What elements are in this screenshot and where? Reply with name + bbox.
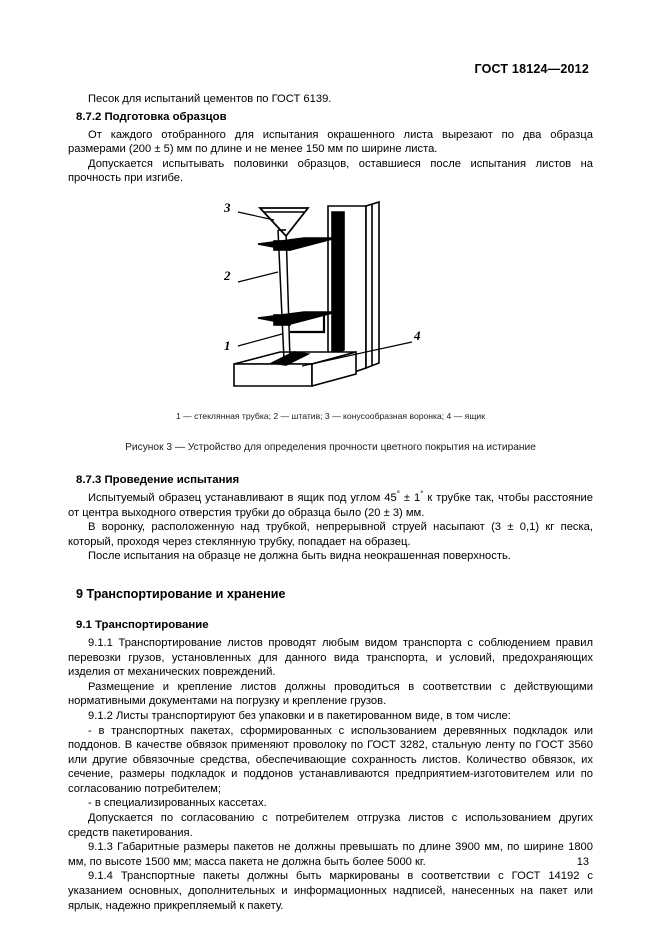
heading-9-1-wrapper (68, 618, 593, 633)
paragraph-8-7-3-1-part1: Испытуемый образец устанавливают в ящик под углом 45 (88, 491, 397, 504)
figure-label-4: 4 (413, 327, 420, 343)
abrasion-test-device-drawing (216, 200, 446, 405)
figure-label-3: 3 (223, 199, 230, 215)
paragraph-8-7-3-2: В воронку, расположенную над трубкой, непрерывной струей насыпают (3 ± 0,1) кг песка, который, проходя через стеклянную трубку, попадает на образец. (68, 521, 593, 548)
paragraph-8-7-3-1-part2: ± 1 (399, 491, 421, 504)
figure-3 (68, 200, 593, 455)
paragraph-8-7-2-1: От каждого отобранного для испытания окрашенного листа вырезают по два образца размерами (200 ± 5) мм по длине и не менее 150 мм по ширине листа. (68, 128, 593, 156)
heading-8-7-2-wrapper (68, 110, 593, 125)
paragraph-8-7-2-2: Допускается испытывать половинки образцов, оставшиеся после испытания листов на прочность при изгибе. (68, 157, 593, 185)
paragraph-9-1-2: 9.1.2 Листы транспортируют без упаковки и в пакетированном виде, в том числе: (88, 709, 511, 722)
heading-8-7-3-wrapper (68, 473, 593, 488)
list-item-specialized-cassettes: - в специализированных кассетах. (88, 797, 267, 810)
paragraph-8-7-3-1-part3: к трубке так, чтобы расстояние от центра выходного отверстия трубки до образца было (20 ± 3) мм. (68, 491, 593, 519)
paragraph-after-bullets: Допускается по согласованию с потребителем отгрузка листов с использованием других средств пакетирования. (68, 812, 593, 839)
heading-section-9: 9 Транспортирование и хранение (76, 586, 286, 601)
list-item-transport-packets: - в транспортных пакетах, сформированных с использованием деревянных подкладок или поддонов. В качестве обвязок применяют проволоку по ГОСТ 3282, стальную ленту по ГОСТ 3560 или другие обвязочные средства, обеспечивающие сохранность листов. Количество обвязок, их сечение, размеры подкладок и поддонов устанавливаются предприятием-изготовителем или по согласованию потребителем; (68, 724, 593, 795)
degree-symbol-45: ° (396, 489, 400, 499)
figure-3-illustration (68, 200, 593, 405)
paragraph-9-1-4: 9.1.4 Транспортные пакеты должны быть маркированы в соответствии с ГОСТ 14192 с указанием основных, дополнительных и информационных надписей, нанесенных на пакет или ярлык, надежно прикрепляемый к пакету. (68, 870, 593, 912)
paragraph-9-1-1-b: Размещение и крепление листов должны проводиться в соответствии с действующими нормативными документами на погрузку и крепление грузов. (68, 680, 593, 708)
heading-8-7-2: 8.7.2 Подготовка образцов (76, 110, 227, 123)
degree-symbol-1: ° (420, 489, 424, 499)
paragraph-9-1-1-a: 9.1.1 Транспортирование листов проводят любым видом транспорта с соблюдением правил перевозки грузов, установленных для данного вида транспорта, и условий, предохраняющих изделия от механических повреждений. (68, 636, 593, 679)
figure-3-legend: 1 — стеклянная трубка; 2 — штатив; 3 — конусообразная воронка; 4 — ящик (176, 410, 485, 421)
heading-9-1: 9.1 Транспортирование (76, 618, 209, 631)
paragraph-8-7-3-1 (68, 491, 593, 520)
figure-label-2: 2 (223, 267, 230, 283)
heading-8-7-3: 8.7.3 Проведение испытания (76, 473, 240, 486)
page-header-standard-number: ГОСТ 18124—2012 (474, 62, 589, 76)
figure-label-1: 1 (223, 337, 230, 353)
page-content (68, 92, 593, 913)
page-number: 13 (576, 856, 589, 868)
figure-3-caption: Рисунок 3 — Устройство для определения прочности цветного покрытия на истирание (125, 441, 536, 453)
paragraph-9-1-3: 9.1.3 Габаритные размеры пакетов не должны превышать по длине 3900 мм, по ширине 1800 мм, по высоте 1500 мм; масса пакета не должна быть более 5000 кг. (68, 841, 593, 868)
heading-9-wrapper (68, 586, 593, 602)
intro-paragraph: Песок для испытаний цементов по ГОСТ 6139. (88, 93, 332, 105)
paragraph-8-7-3-3: После испытания на образце не должна быть видна неокрашенная поверхность. (88, 550, 511, 563)
